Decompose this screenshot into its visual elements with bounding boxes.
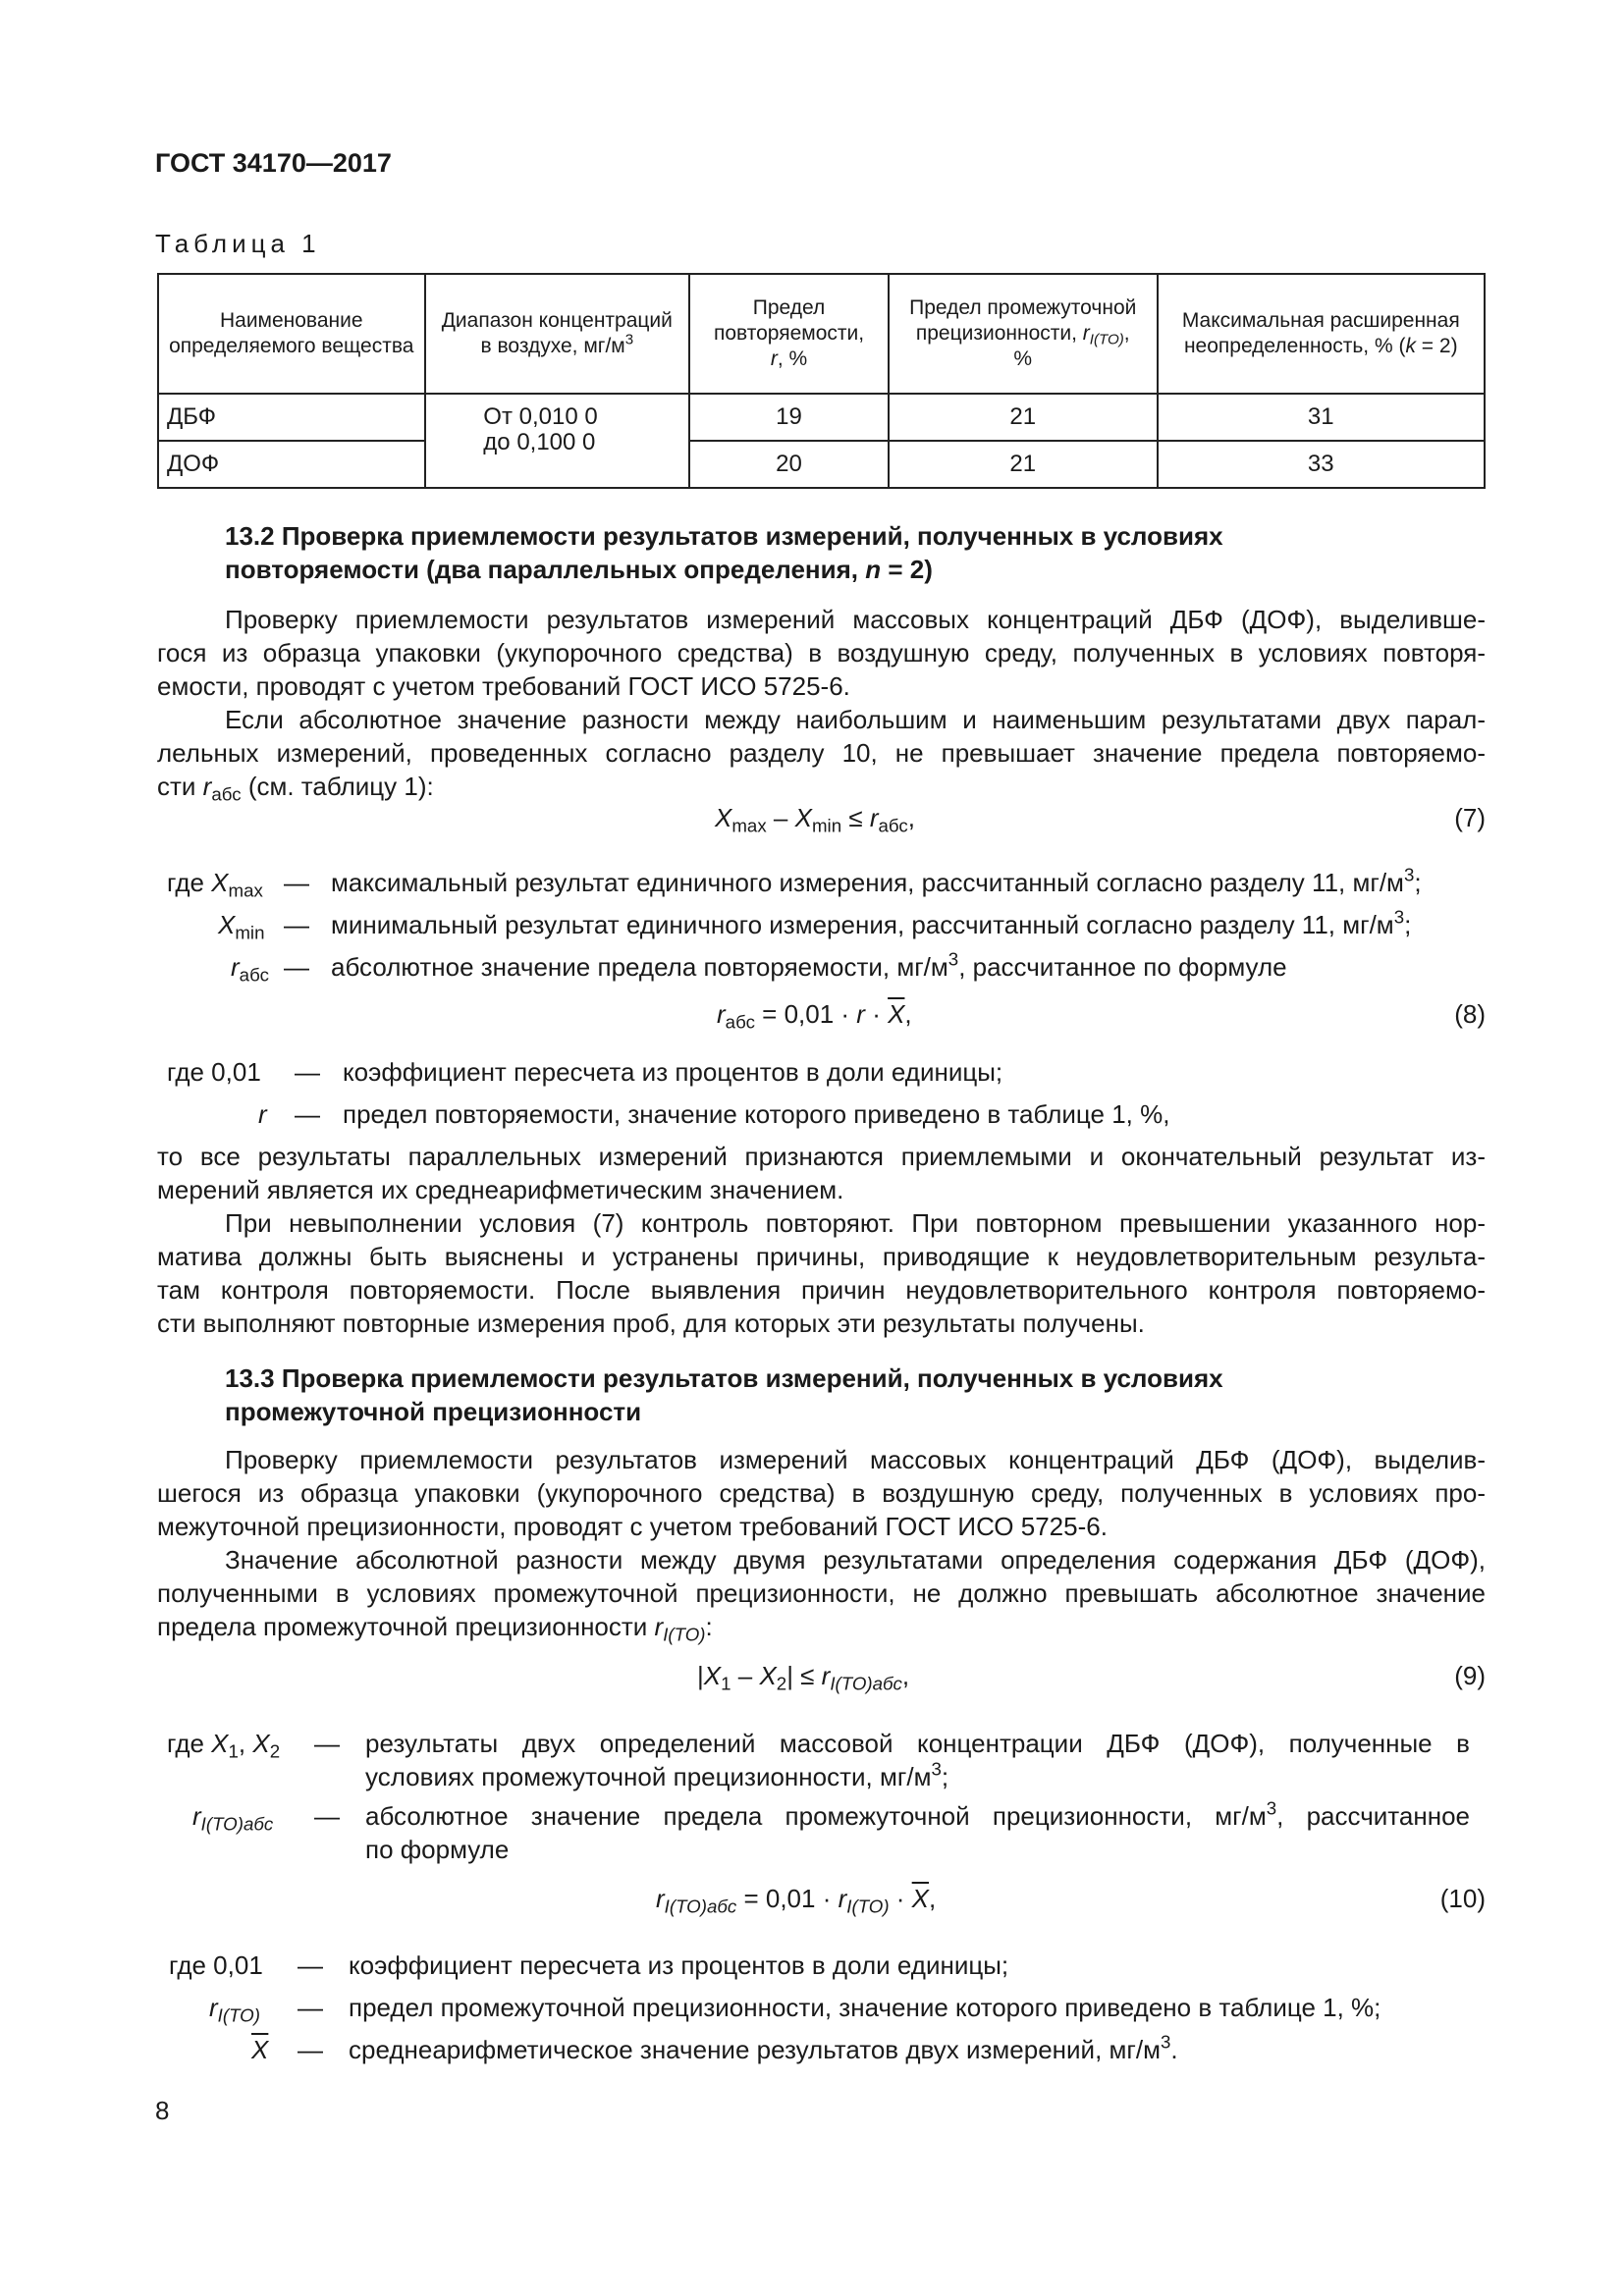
section-13-3-title-line2: промежуточной прецизионности: [225, 1397, 642, 1426]
symbol-x-mean: $\overline{X}$: [911, 1884, 930, 1913]
paragraph: [157, 603, 1486, 803]
header-uncertainty-k: k: [1405, 335, 1416, 357]
symbol-x: X: [759, 1661, 777, 1690]
symbol-x-mean: $\overline{X}$: [251, 2035, 269, 2064]
equation-8: [717, 997, 912, 1031]
where-text: [331, 950, 1287, 984]
where-label: [167, 1727, 280, 1760]
dash: —: [314, 1801, 340, 1831]
text-line: по формуле: [365, 1835, 510, 1864]
text-line: гося из образца упаковки (укупорочного средства) в воздушную среду, полученных в условиях повторя-: [157, 638, 1486, 667]
section-13-2-title-text: повторяемости (два параллельных определения,: [225, 555, 866, 584]
symbol-sup: 3: [1393, 906, 1405, 928]
symbol-comma: ,: [904, 999, 912, 1029]
section-13-2-title-end: = 2): [881, 555, 933, 584]
symbol-x: X: [252, 1729, 270, 1758]
symbol-x: X: [794, 803, 812, 832]
dash: —: [314, 1729, 340, 1758]
where-text: предел повторяемости, значение которого приведено в таблице 1, %,: [343, 1099, 1170, 1129]
header-repeatability-var: r: [770, 347, 778, 370]
text-line: Проверку приемлемости результатов измерений массовых концентраций ДБФ (ДОФ), выделив-: [225, 1445, 1486, 1474]
symbol-r: r: [192, 1801, 201, 1831]
text-fragment: предела промежуточной прецизионности: [157, 1612, 655, 1641]
header-ip-unit: %: [1013, 347, 1033, 370]
equation-number: (10): [1439, 1884, 1486, 1913]
symbol-sub: min: [235, 922, 265, 943]
symbol-x: X: [218, 910, 236, 939]
symbol-dot: ·: [889, 1884, 912, 1913]
symbol-comma: ,: [929, 1884, 937, 1913]
paragraph: [157, 1140, 1486, 1340]
header-substance-text: Наименование определяемого вещества: [169, 309, 414, 357]
equation-number: (9): [1454, 1661, 1486, 1690]
cell-range: [425, 394, 690, 488]
cell-intermediate: 21: [889, 441, 1158, 488]
symbol-dot: ·: [815, 1884, 839, 1913]
where-label: где 0,01: [169, 1950, 263, 1980]
symbol-le: ≤: [792, 1661, 822, 1690]
section-13-2-title: [225, 519, 1223, 586]
symbol-colon: :: [705, 1612, 713, 1641]
symbol-r: r: [717, 999, 726, 1029]
symbol-x: X: [715, 803, 732, 832]
where-text: [365, 1727, 1470, 1793]
section-13-3-title-line1: 13.3 Проверка приемлемости результатов измерений, полученных в условиях: [225, 1363, 1223, 1393]
equation-number: (8): [1454, 999, 1486, 1029]
section-13-2-title-line2: [225, 553, 1223, 586]
where-label: [209, 1991, 260, 2024]
equation-9: [697, 1659, 909, 1692]
symbol-sub: 2: [269, 1740, 281, 1762]
text-line: [365, 1799, 1470, 1833]
symbol-sup: 3: [947, 948, 959, 970]
symbol-r: r: [209, 1993, 218, 2022]
cell-repeatability: 19: [689, 394, 889, 441]
text-fragment: сти: [157, 772, 203, 801]
symbol-coef: 0,01: [784, 999, 835, 1029]
dash: —: [295, 1099, 320, 1129]
symbol-sub: I(TO)абс: [664, 1896, 737, 1917]
where-text-body: условиях промежуточной прецизионности, мг/м: [365, 1762, 932, 1791]
header-ip-var: r: [1082, 322, 1090, 345]
symbol-comma: ,: [907, 803, 915, 832]
table-row: [158, 441, 1485, 488]
where-text: предел промежуточной прецизионности, значение которого приведено в таблице 1, %;: [349, 1993, 1381, 2022]
header-repeatability: [689, 274, 889, 394]
where-text: [365, 1799, 1470, 1866]
section-13-2-title-n: n: [865, 555, 882, 584]
where-text: [349, 2033, 1178, 2066]
symbol-sub: max: [228, 880, 263, 901]
symbol-sub: I(TO): [846, 1896, 890, 1917]
equation-10: [656, 1882, 936, 1915]
text-line: [157, 1610, 1486, 1643]
where-label: [251, 2033, 268, 2066]
symbol-x: X: [703, 1661, 722, 1690]
symbol-sup: 3: [931, 1758, 942, 1780]
symbol-comma: ,: [238, 1729, 246, 1758]
symbol-eq: =: [736, 1884, 766, 1913]
where-text-end: , рассчитанное: [1276, 1801, 1471, 1831]
symbol-sub: 1: [228, 1740, 239, 1762]
where-text: [331, 866, 1422, 899]
equation-7: [715, 801, 915, 834]
where-text-body: среднеарифметическое значение результатов двух измерений, мг/м: [349, 2035, 1161, 2064]
paragraph: [157, 1443, 1486, 1643]
where-label: [231, 950, 269, 984]
header-uncertainty: [1158, 274, 1485, 394]
header-ip-comma: ,: [1123, 322, 1130, 345]
text-line: то все результаты параллельных измерений признаются приемлемыми и окончательный результат из-: [157, 1142, 1486, 1171]
where-text-end: ;: [1414, 868, 1422, 897]
symbol-r: r: [838, 1884, 847, 1913]
where-text-end: .: [1170, 2035, 1178, 2064]
symbol-sub: абс: [239, 964, 269, 986]
text-line: Если абсолютное значение разности между наибольшим и наименьшим результатами двух парал-: [225, 705, 1486, 734]
where-text-body: абсолютное значение предела промежуточной прецизионности, мг/м: [365, 1801, 1267, 1831]
symbol-r: r: [654, 1612, 664, 1641]
text-line: межуточной прецизионности, проводят с учетом требований ГОСТ ИСО 5725-6.: [157, 1512, 1108, 1541]
document-header: ГОСТ 34170—2017: [155, 148, 392, 178]
header-intermediate-precision: [889, 274, 1158, 394]
text-line: полученными в условиях промежуточной прецизионности, не должно превышать абсолютное значение: [157, 1578, 1486, 1608]
header-uncertainty-end: = 2): [1415, 335, 1458, 357]
where-text: коэффициент пересчета из процентов в доли единицы;: [349, 1950, 1009, 1980]
symbol-sub: абс: [211, 783, 242, 805]
cell-repeatability: 20: [689, 441, 889, 488]
dash: —: [284, 952, 309, 982]
where-text-body: максимальный результат единичного измерения, рассчитанный согласно разделу 11, мг/м: [331, 868, 1404, 897]
symbol-sub: абс: [878, 815, 908, 836]
text-line: лельных измерений, проведенных согласно разделу 10, не превышает значение предела повторяемо-: [157, 738, 1486, 768]
symbol-r: r: [821, 1661, 831, 1690]
symbol-minus: –: [766, 803, 795, 832]
where-label: [192, 1799, 273, 1833]
equation-number: (7): [1454, 803, 1486, 832]
dash: —: [298, 1950, 323, 1980]
text-line: там контроля повторяемости. После выявления причин неудовлетворительного контроля повторяемо-: [157, 1275, 1486, 1305]
symbol-sup: 3: [1403, 864, 1415, 885]
section-13-3-title: [225, 1362, 1223, 1428]
dash: —: [284, 910, 309, 939]
section-13-2-title-line1: 13.2 Проверка приемлемости результатов измерений, полученных в условиях: [225, 521, 1223, 551]
symbol-le: ≤: [841, 803, 870, 832]
header-ip-text: Предел промежуточной прецизионности,: [909, 296, 1137, 345]
where-label: [167, 866, 263, 899]
header-range-sup: 3: [624, 331, 634, 348]
where-label: [218, 908, 264, 941]
symbol-sub: 2: [776, 1673, 787, 1694]
symbol-comma: ,: [901, 1661, 910, 1690]
symbol-x-mean: $\overline{X}$: [888, 999, 905, 1029]
where-word: где: [167, 868, 212, 897]
header-uncertainty-text: Максимальная расширенная неопределенность, % (: [1181, 309, 1460, 357]
page-number: 8: [155, 2096, 170, 2125]
header-repeatability-text: Предел повторяемости,: [713, 296, 865, 345]
text-line: условиях промежуточной прецизионности, $мг/м^3$;: [365, 1758, 949, 1791]
symbol-minus: –: [731, 1661, 760, 1690]
symbol-coef: 0,01: [765, 1884, 816, 1913]
symbol-r: r: [656, 1884, 665, 1913]
symbol-sub: I(TO)абс: [830, 1673, 902, 1694]
symbol-r: r: [202, 772, 212, 801]
symbol-sub: I(TO)абс: [200, 1813, 274, 1835]
cell-name: ДБФ: [158, 394, 425, 441]
symbol-dot: ·: [864, 999, 889, 1029]
symbol-x: X: [211, 868, 229, 897]
where-label: r: [258, 1099, 267, 1129]
symbol-x: X: [211, 1729, 229, 1758]
text-line: сти выполняют повторные измерения проб, для которых эти результаты получены.: [157, 1308, 1145, 1338]
symbol-pipe: |: [786, 1661, 793, 1690]
table-caption: Таблица 1: [155, 229, 321, 258]
symbol-sub: max: [731, 815, 767, 836]
table-row: [158, 394, 1485, 441]
symbol-sub: min: [811, 815, 842, 836]
where-text-body: абсолютное значение предела повторяемости, мг/м: [331, 952, 948, 982]
cell-range-text: От 0,010 0 до 0,100 0: [483, 403, 598, 455]
text-line: матива должны быть выяснены и устранены причины, приводящие к неудовлетворительным результа-: [157, 1242, 1486, 1271]
symbol-sub: I(TO): [663, 1624, 706, 1645]
text-line: Проверку приемлемости результатов измерений массовых концентраций ДБФ (ДОФ), выделивше-: [225, 605, 1486, 634]
where-text: коэффициент пересчета из процентов в доли единицы;: [343, 1057, 1003, 1087]
where-text-end: , рассчитанное по формуле: [958, 952, 1287, 982]
where-text-end: ;: [1404, 910, 1412, 939]
where-word: где: [167, 1729, 212, 1758]
text-line: результаты двух определений массовой концентрации ДБФ (ДОФ), полученные в: [365, 1729, 1470, 1758]
cell-intermediate: 21: [889, 394, 1158, 441]
dash: —: [298, 1993, 323, 2022]
text-line: мерений является их среднеарифметическим значением.: [157, 1175, 844, 1204]
symbol-sup: 3: [1161, 2031, 1171, 2053]
where-text: [331, 908, 1411, 941]
symbol-sup: 3: [1266, 1797, 1277, 1819]
symbol-pipe: |: [697, 1661, 704, 1690]
symbol-r: r: [856, 999, 865, 1029]
text-line: Значение абсолютной разности между двумя результатами определения содержания ДБФ (ДОФ),: [225, 1545, 1486, 1575]
where-text-body: минимальный результат единичного измерения, рассчитанный согласно разделу 11, мг/м: [331, 910, 1394, 939]
symbol-r: r: [869, 803, 879, 832]
text-line: При невыполнении условия (7) контроль повторяют. При повторном превышении указанного нор-: [225, 1208, 1486, 1238]
header-range-text: Диапазон концентраций в воздухе, мг/м: [441, 309, 673, 357]
header-substance: [158, 274, 425, 394]
header-ip-sub: I(TO): [1089, 331, 1124, 348]
cell-name: ДОФ: [158, 441, 425, 488]
header-repeatability-unit: , %: [777, 347, 808, 370]
cell-uncertainty: 33: [1158, 441, 1485, 488]
dash: —: [284, 868, 309, 897]
symbol-sub: абс: [725, 1011, 755, 1033]
table-header-row: [158, 274, 1485, 394]
symbol-dot: ·: [834, 999, 857, 1029]
symbol-sub: 1: [721, 1673, 731, 1694]
cell-uncertainty: 31: [1158, 394, 1485, 441]
text-line: шегося из образца упаковки (укупорочного средства) в воздушную среду, полученных в условиях про-: [157, 1478, 1486, 1508]
symbol-sub: I(TO): [217, 2004, 260, 2026]
text-line: емости, проводят с учетом требований ГОСТ ИСО 5725-6.: [157, 671, 850, 701]
table-1: [157, 273, 1486, 489]
header-range: [425, 274, 690, 394]
symbol-r: r: [231, 952, 240, 982]
text-fragment: (см. таблицу 1):: [241, 772, 434, 801]
where-label: где 0,01: [167, 1057, 261, 1087]
text-line: [157, 770, 1486, 803]
symbol-eq: =: [754, 999, 785, 1029]
dash: —: [295, 1057, 320, 1087]
dash: —: [298, 2035, 323, 2064]
